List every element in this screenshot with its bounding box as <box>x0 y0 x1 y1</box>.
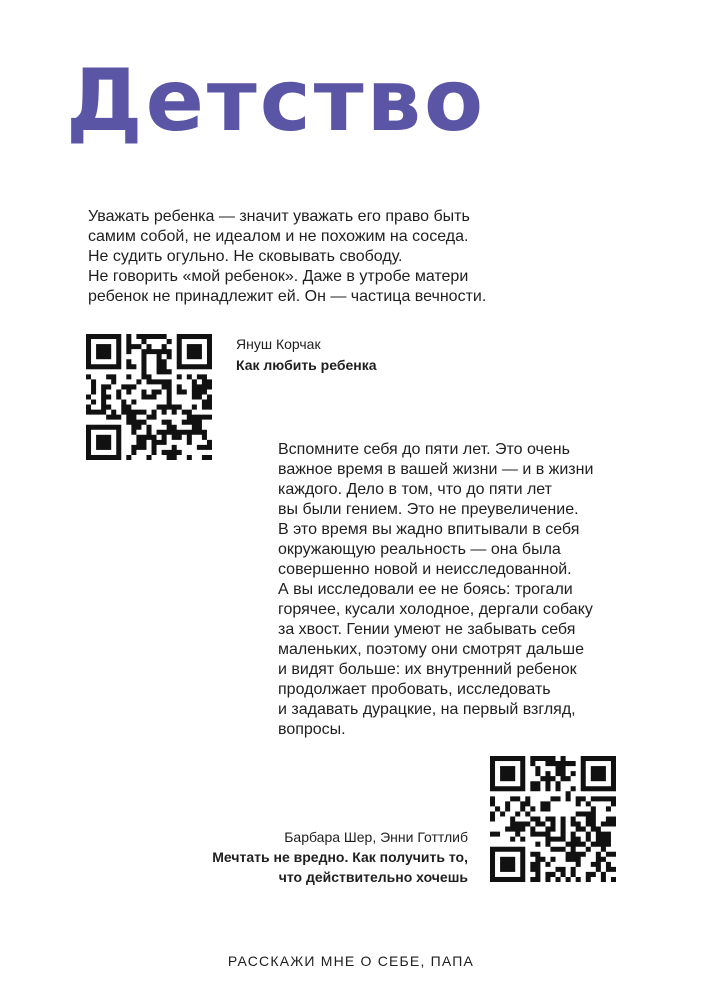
author-korczak: Януш Корчак <box>236 336 321 352</box>
quote-korczak: Уважать ребенка — значит уважать его право быть самим собой, не идеалом и не похожим на соседа. Не судить огульно. Не сковывать свободу. Не говорить «мой ребенок». Даже в утробе матери ребенок не принадлежит ей. Он — частица вечности. <box>88 208 487 305</box>
author-sher-gottlieb: Барбара Шер, Энни Готтлиб <box>284 829 468 845</box>
page-title: Детство <box>66 51 487 151</box>
qr-code-icon[interactable] <box>490 756 616 882</box>
qr-code-icon[interactable] <box>86 334 212 460</box>
book-title-korczak: Как любить ребенка <box>236 357 377 373</box>
footer-book-title: РАССКАЖИ МНЕ О СЕБЕ, ПАПА <box>227 953 475 969</box>
book-title-sher-gottlieb: Мечтать не вредно. Как получить то, что действительно хочешь <box>212 849 468 885</box>
quote-sher-gottlieb: Вспомните себя до пяти лет. Это очень важное время в вашей жизни — и в жизни каждого. Дело в том, что до пяти лет вы были гением. Это не преувеличение. В это время вы жадно впитывали в себя окружающую реальность — она была совершенно новой и неисследованной. А вы исследовали ее не боясь: трогали горячее, кусали холодное, дергали собаку за хвост. Гении умеют не забывать себя маленьких, поэтому они смотрят дальше и видят больше: их внутренний ребенок продолжает пробовать, исследовать и задавать дурацкие, на первый взгляд, вопросы. <box>278 441 594 738</box>
